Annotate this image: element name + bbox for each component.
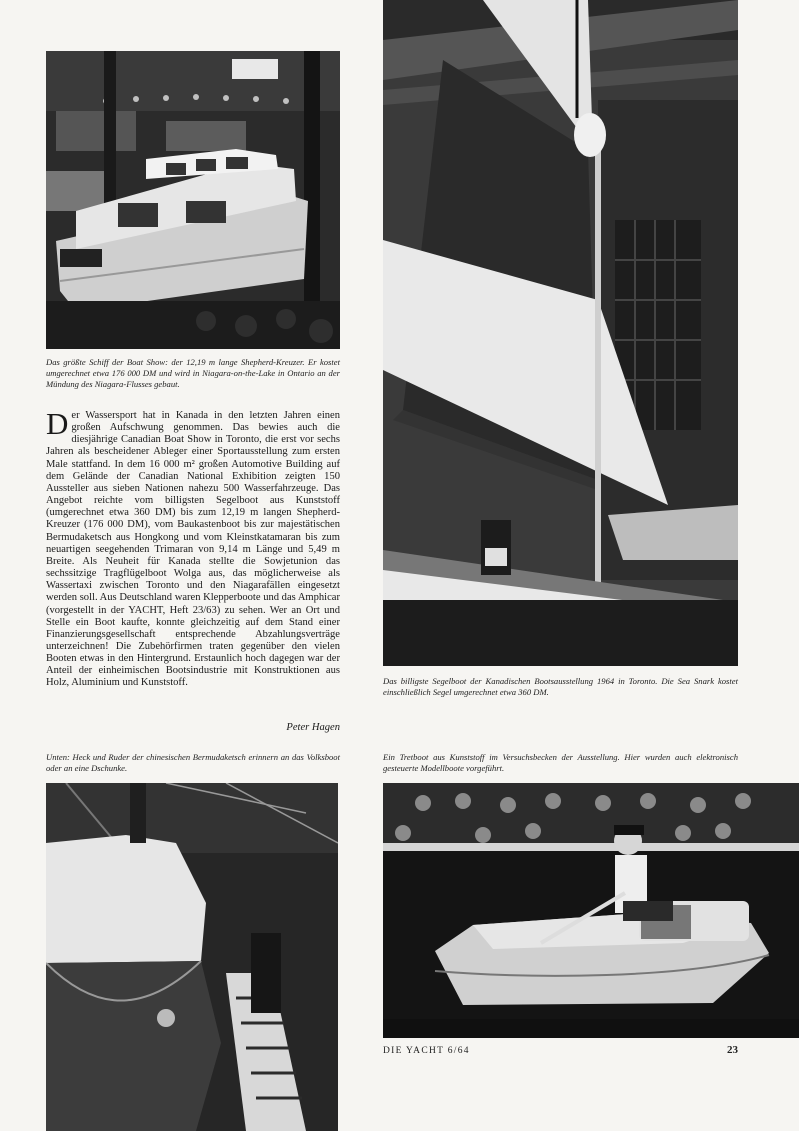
photo-sea-snark-sailboat bbox=[383, 0, 738, 666]
drop-cap: D bbox=[46, 406, 69, 441]
photo-bermudaketsch-stern bbox=[46, 783, 338, 1131]
article-author: Peter Hagen bbox=[286, 722, 340, 733]
caption-shepherd-cruiser: Das größte Schiff der Boat Show: der 12,19 m lange Shepherd-Kreuzer. Er kostet umgerechnet etwa 176 000 DM und wird in Niagara-on-the-Lake in Ontario an der Mündung des Niagara-Flusses gebaut. bbox=[46, 357, 340, 389]
photo-sea-snark-image bbox=[383, 0, 738, 666]
photo-shepherd-cruiser-image bbox=[46, 51, 340, 349]
caption-sea-snark: Das billigste Segelboot der Kanadischen Bootsausstellung 1964 in Toronto. Die Sea Snark kostet einschließlich Segel umgerechnet etwa 360 DM. bbox=[383, 676, 738, 697]
caption-tretboot: Ein Tretboot aus Kunststoff im Versuchsbecken der Ausstellung. Hier wurden auch elektronisch gesteuerte Modellboote vorgeführt. bbox=[383, 752, 738, 773]
footer-magazine-issue: DIE YACHT 6/64 bbox=[383, 1046, 470, 1056]
footer-page-number: 23 bbox=[727, 1044, 738, 1056]
caption-bermudaketsch: Unten: Heck und Ruder der chinesischen Bermudaketsch erinnern an das Volksboot oder an eine Dschunke. bbox=[46, 752, 340, 773]
photo-tretboot bbox=[383, 783, 799, 1038]
article-body bbox=[46, 406, 340, 690]
article-text: er Wassersport hat in Kanada in den letzten Jahren einen großen Aufschwung genommen. Das bewies auch die diesjährige Canadian Boat Show in Toronto, die erst vor sechs Jahren als bescheidener Ableger einer Sportausstellung zum ersten Male stattfand. In dem 16 000 m² großen Automotive Building auf dem Gelände der Canadian National Exhibition zeigten 150 Aussteller aus sieben Nationen nahezu 500 Wasserfahrzeuge. Das Angebot reichte vom billigsten Segelboot aus Kunststoff (umgerechnet etwa 360 DM) bis zum 12,19 m langen Shepherd-Kreuzer (176 000 DM), vom Baukastenboot bis zur majestätischen Bermudaketsch aus Hongkong und vom Kleinstkatamaran bis zum neuartigen seegehenden Trimaran von 9,14 m Länge und 5,49 m Breite. Als Neuheit für Kanada stellte die Sowjetunion das sechssitzige Tragflügelboot Wolga aus, das möglicherweise als Wassertaxi zwischen Toronto und den Niagarafällen eingesetzt werden soll. Aus Deutschland waren Klepperboote und das Amphicar (vorgestellt in der YACHT, Heft 23/63) zu sehen. Wer an Ort und Stelle ein Boot kaufte, konnte gleichzeitig auf dem Stand einer Finanzierungsgesellschaft entsprechende Abzahlungsverträge unterzeichnen! Die Zubehörfirmen traten gegenüber den vielen Booten etwas in den Hintergrund. Erstaunlich hoch dagegen war der Anteil der einheimischen Bootsindustrie mit Konstruktionen aus Holz, Aluminium und Kunststoff. bbox=[46, 410, 340, 689]
photo-shepherd-cruiser bbox=[46, 51, 340, 349]
photo-bermudaketsch-image bbox=[46, 783, 338, 1131]
photo-tretboot-image bbox=[383, 783, 799, 1038]
